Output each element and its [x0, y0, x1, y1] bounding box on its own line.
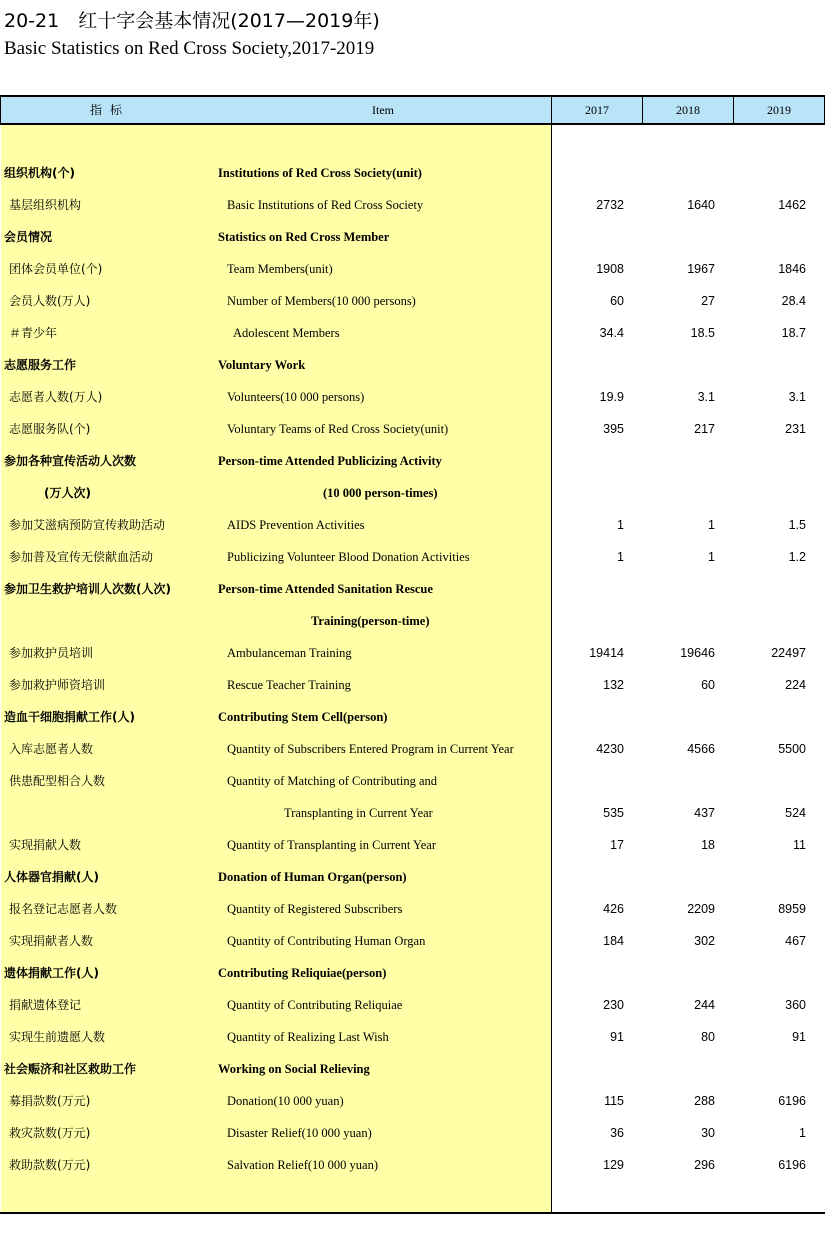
indicator-english: Number of Members(10 000 persons) [227, 294, 416, 308]
table-row [0, 925, 825, 957]
indicator-english: Contributing Stem Cell(person) [218, 710, 388, 724]
table-row [0, 381, 825, 413]
value-2017: 132 [603, 678, 624, 692]
indicator-chinese: 人体器官捐献(人) [4, 870, 99, 884]
indicator-chinese: 基层组织机构 [9, 198, 82, 212]
indicator-english: Institutions of Red Cross Society(unit) [218, 166, 422, 180]
indicator-english: Disaster Relief(10 000 yuan) [227, 1126, 372, 1140]
value-2018 [635, 157, 715, 189]
header-2019: 2019 [767, 103, 791, 117]
indicator-chinese: 募捐款数(万元) [9, 1094, 91, 1108]
indicator-english: Voluntary Teams of Red Cross Society(unit) [227, 422, 449, 436]
value-2019 [726, 221, 806, 253]
indicator-english: Publicizing Volunteer Blood Donation Activities [227, 550, 470, 564]
page-title-english: Basic Statistics on Red Cross Society,2017-2019 [4, 38, 375, 59]
indicator-chinese: 会员情况 [4, 230, 53, 244]
value-2019 [726, 765, 806, 797]
indicator-chinese: (万人次) [44, 486, 91, 500]
value-2019: 1462 [778, 198, 806, 212]
value-2017: 115 [604, 1094, 624, 1108]
indicator-chinese: 参加艾滋病预防宣传救助活动 [9, 518, 166, 532]
value-2019: 5500 [778, 742, 806, 756]
indicator-english: (10 000 person-times) [323, 486, 438, 500]
value-2019: 91 [792, 1030, 806, 1044]
value-2017 [544, 477, 624, 509]
indicator-english: Donation(10 000 yuan) [227, 1094, 344, 1108]
indicator-chinese: 造血干细胞捐献工作(人) [4, 710, 135, 724]
value-2019: 8959 [778, 902, 806, 916]
table-row [0, 701, 825, 733]
value-2017: 91 [610, 1030, 624, 1044]
value-2019 [726, 605, 806, 637]
value-2017: 395 [603, 422, 624, 436]
indicator-chinese: 参加救护员培训 [9, 646, 94, 660]
value-2018: 80 [701, 1030, 715, 1044]
table-row [0, 1021, 825, 1053]
indicator-english: Donation of Human Organ(person) [218, 870, 407, 884]
value-2018 [635, 701, 715, 733]
indicator-english: Voluntary Work [218, 358, 306, 372]
value-2017: 60 [610, 294, 624, 308]
value-2018: 60 [701, 678, 715, 692]
indicator-english: Basic Institutions of Red Cross Society [227, 198, 424, 212]
table-row [0, 285, 825, 317]
value-2017 [544, 445, 624, 477]
table-row [0, 1085, 825, 1117]
table-row [0, 957, 825, 989]
header-item: Item [372, 103, 394, 117]
table-row [0, 509, 825, 541]
indicator-chinese: 报名登记志愿者人数 [9, 902, 118, 916]
value-2017 [544, 1053, 624, 1085]
indicator-english: Ambulanceman Training [227, 646, 352, 660]
value-2019 [726, 477, 806, 509]
indicator-chinese: 入库志愿者人数 [9, 742, 94, 756]
indicator-english: Quantity of Realizing Last Wish [227, 1030, 389, 1044]
indicator-chinese: 救灾款数(万元) [9, 1126, 91, 1140]
value-2019 [726, 573, 806, 605]
value-2018 [635, 573, 715, 605]
table-row [0, 989, 825, 1021]
value-2017: 230 [603, 998, 624, 1012]
value-2018: 1 [708, 518, 715, 532]
indicator-chinese: 志愿服务队(个) [9, 422, 91, 436]
indicator-english: Team Members(unit) [227, 262, 333, 276]
value-2019 [726, 861, 806, 893]
value-2017 [544, 765, 624, 797]
indicator-chinese: 实现生前遗愿人数 [9, 1030, 106, 1044]
value-2018: 2209 [687, 902, 715, 916]
value-2017 [544, 157, 624, 189]
value-2019: 1 [799, 1126, 806, 1140]
value-2017: 2732 [596, 198, 624, 212]
value-2018: 3.1 [697, 390, 715, 404]
value-2018: 437 [694, 806, 715, 820]
value-2018 [635, 765, 715, 797]
value-2019: 231 [785, 422, 806, 436]
indicator-chinese: 救助款数(万元) [9, 1158, 91, 1172]
indicator-chinese: 组织机构(个) [4, 166, 75, 180]
table-row [0, 317, 825, 349]
value-2017 [544, 957, 624, 989]
value-2017 [544, 701, 624, 733]
indicator-chinese: 实现捐献者人数 [9, 934, 94, 948]
value-2018 [635, 477, 715, 509]
value-2019: 1.2 [788, 550, 806, 564]
value-2017: 426 [603, 902, 624, 916]
value-2019: 1.5 [788, 518, 806, 532]
value-2019 [726, 957, 806, 989]
value-2018: 19646 [680, 646, 715, 660]
value-2018 [635, 445, 715, 477]
value-2018: 30 [701, 1126, 715, 1140]
table-row [0, 829, 825, 861]
value-2018: 18.5 [690, 326, 715, 340]
indicator-english: Statistics on Red Cross Member [218, 230, 390, 244]
indicator-chinese: 会员人数(万人) [9, 294, 91, 308]
indicator-english: Quantity of Registered Subscribers [227, 902, 403, 916]
value-2017 [544, 221, 624, 253]
table-row [0, 1053, 825, 1085]
value-2018: 4566 [687, 742, 715, 756]
table-row [0, 573, 825, 605]
table-row [0, 1149, 825, 1181]
value-2018 [635, 605, 715, 637]
value-2017: 1 [617, 550, 624, 564]
value-2017: 1908 [596, 262, 624, 276]
indicator-chinese: 参加救护师资培训 [9, 678, 106, 692]
value-2017 [544, 349, 624, 381]
value-2019: 6196 [778, 1158, 806, 1172]
value-2019 [726, 1053, 806, 1085]
table-row [0, 157, 825, 189]
table-row [0, 637, 825, 669]
value-2017: 535 [603, 806, 624, 820]
indicator-chinese: 志愿者人数(万人) [9, 390, 103, 404]
indicator-english: Quantity of Matching of Contributing and [227, 774, 438, 788]
value-2017 [544, 573, 624, 605]
table-row [0, 189, 825, 221]
indicator-chinese: 捐献遗体登记 [9, 998, 82, 1012]
indicator-english: Quantity of Transplanting in Current Year [227, 838, 437, 852]
indicator-english: Volunteers(10 000 persons) [227, 390, 365, 404]
value-2019 [726, 157, 806, 189]
value-2017: 19.9 [599, 390, 624, 404]
indicator-english: Person-time Attended Sanitation Rescue [218, 582, 433, 596]
indicator-english: Transplanting in Current Year [284, 806, 433, 820]
value-2019: 3.1 [788, 390, 806, 404]
value-2017: 36 [610, 1126, 624, 1140]
indicator-chinese: ＃青少年 [9, 326, 58, 340]
indicator-english: Training(person-time) [311, 614, 430, 628]
value-2017 [544, 605, 624, 637]
value-2017: 129 [603, 1158, 624, 1172]
table-row [0, 253, 825, 285]
header-indicator: 指标 [89, 103, 130, 117]
value-2019: 18.7 [781, 326, 806, 340]
table-row [0, 445, 825, 477]
indicator-english: Quantity of Contributing Reliquiae [227, 998, 403, 1012]
value-2019 [726, 349, 806, 381]
indicator-english: Rescue Teacher Training [227, 678, 351, 692]
value-2018: 27 [701, 294, 715, 308]
value-2018: 296 [694, 1158, 715, 1172]
table-row [0, 765, 825, 797]
indicator-chinese: 实现捐献人数 [9, 838, 82, 852]
value-2018 [635, 221, 715, 253]
value-2018: 217 [694, 422, 715, 436]
indicator-english: Adolescent Members [233, 326, 340, 340]
value-2017: 4230 [596, 742, 624, 756]
indicator-chinese: 社会赈济和社区救助工作 [4, 1062, 137, 1076]
value-2019 [726, 445, 806, 477]
table-row [0, 669, 825, 701]
value-2017: 184 [603, 934, 624, 948]
value-2019: 360 [785, 998, 806, 1012]
indicator-chinese: 志愿服务工作 [4, 358, 77, 372]
value-2017: 1 [617, 518, 624, 532]
value-2017: 34.4 [599, 326, 624, 340]
indicator-english: AIDS Prevention Activities [227, 518, 365, 532]
table-row [0, 477, 825, 509]
value-2018: 18 [701, 838, 715, 852]
indicator-chinese: 参加各种宣传活动人次数 [4, 454, 137, 468]
indicator-english: Quantity of Contributing Human Organ [227, 934, 426, 948]
table-row [0, 893, 825, 925]
table-row [0, 733, 825, 765]
value-2018: 302 [694, 934, 715, 948]
value-2018 [635, 1053, 715, 1085]
indicator-chinese: 供患配型相合人数 [9, 774, 106, 788]
table-row [0, 797, 825, 829]
indicator-english: Contributing Reliquiae(person) [218, 966, 387, 980]
value-2017 [544, 861, 624, 893]
value-2019: 11 [793, 838, 806, 852]
value-2018: 244 [694, 998, 715, 1012]
value-2018 [635, 349, 715, 381]
header-divider [0, 123, 825, 125]
value-2018: 1 [708, 550, 715, 564]
value-2018: 1967 [687, 262, 715, 276]
indicator-english: Quantity of Subscribers Entered Program in Current Year [227, 742, 514, 756]
indicator-chinese: 遗体捐献工作(人) [4, 966, 99, 980]
table-row [0, 605, 825, 637]
page-title-chinese: 20-21 红十字会基本情况(2017—2019年) [4, 10, 380, 32]
value-2017: 17 [610, 838, 624, 852]
value-2018 [635, 861, 715, 893]
header-2018: 2018 [676, 103, 700, 117]
indicator-english: Working on Social Relieving [218, 1062, 370, 1076]
statistics-table [0, 95, 825, 1214]
value-2018: 288 [694, 1094, 715, 1108]
value-2019 [726, 701, 806, 733]
value-2019: 224 [785, 678, 806, 692]
value-2019: 1846 [778, 262, 806, 276]
header-2017: 2017 [585, 103, 609, 117]
table-row [0, 413, 825, 445]
indicator-chinese: 团体会员单位(个) [9, 262, 103, 276]
table-row [0, 541, 825, 573]
table-row [0, 1117, 825, 1149]
value-2019: 6196 [778, 1094, 806, 1108]
indicator-chinese: 参加普及宣传无偿献血活动 [9, 550, 154, 564]
indicator-chinese: 参加卫生救护培训人次数(人次) [4, 582, 171, 596]
value-2018 [635, 957, 715, 989]
indicator-english: Person-time Attended Publicizing Activity [218, 454, 442, 468]
value-2018: 1640 [687, 198, 715, 212]
table-row [0, 221, 825, 253]
value-2019: 22497 [771, 646, 806, 660]
value-2019: 467 [785, 934, 806, 948]
indicator-english: Salvation Relief(10 000 yuan) [227, 1158, 379, 1172]
table-row [0, 861, 825, 893]
left-border [0, 95, 1, 125]
table-bottom-border [0, 1212, 825, 1214]
value-2017: 19414 [589, 646, 624, 660]
value-2019: 28.4 [781, 294, 806, 308]
table-row [0, 349, 825, 381]
value-2019: 524 [785, 806, 806, 820]
